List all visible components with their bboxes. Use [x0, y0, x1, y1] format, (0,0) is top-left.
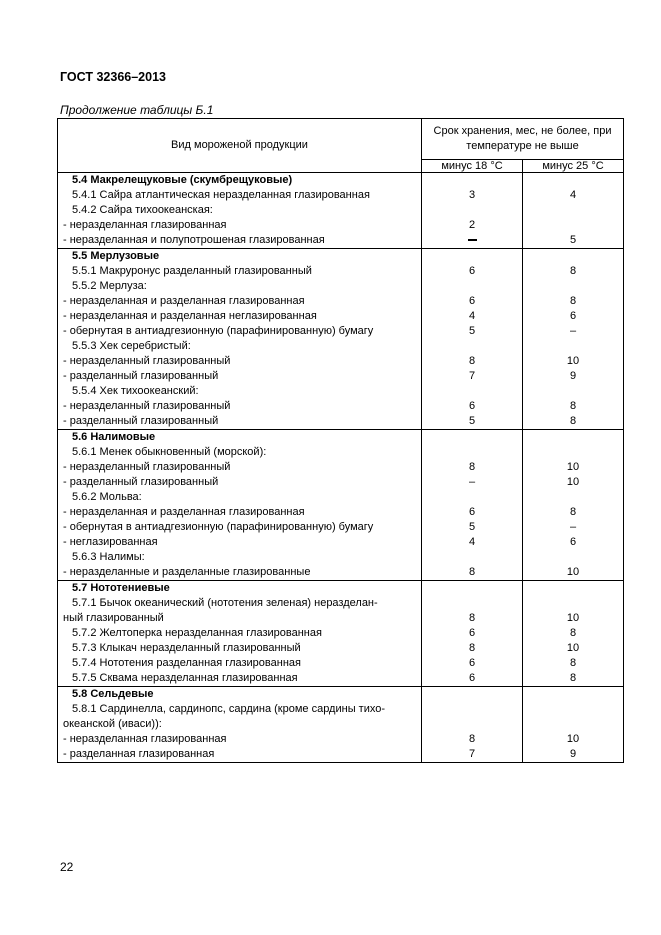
value-minus18: 6: [422, 294, 523, 309]
product-name: 5.6.3 Налимы:: [58, 550, 422, 565]
product-name: - неразделанная и разделанная глазированная: [58, 505, 422, 520]
product-name: - неразделанная глазированная: [58, 732, 422, 747]
value-minus18: [422, 233, 523, 249]
value-minus18: [422, 702, 523, 717]
table-row: [58, 279, 624, 294]
value-minus25: 8: [523, 671, 624, 687]
value-minus25: –: [523, 520, 624, 535]
product-name: - обернутая в антиадгезионную (парафинированную) бумагу: [58, 324, 422, 339]
value-minus25: [523, 384, 624, 399]
table-row: [58, 626, 624, 641]
value-minus18: 6: [422, 264, 523, 279]
table-body: [58, 173, 624, 763]
table-row: [58, 460, 624, 475]
value-minus25: [523, 339, 624, 354]
product-name: 5.8.1 Сардинелла, сардинопс, сардина (кроме сардины тихо-: [58, 702, 422, 717]
value-minus25: [523, 430, 624, 446]
value-minus25: 10: [523, 565, 624, 581]
table-row: [58, 520, 624, 535]
table-row: [58, 369, 624, 384]
value-minus18: 6: [422, 671, 523, 687]
product-name: - разделанный глазированный: [58, 369, 422, 384]
product-name: 5.4 Макрелещуковые (скумбрещуковые): [58, 173, 422, 189]
value-minus25: [523, 279, 624, 294]
storage-table: [57, 118, 624, 763]
value-minus25: 9: [523, 369, 624, 384]
product-name: 5.5.3 Хек серебристый:: [58, 339, 422, 354]
value-minus25: 5: [523, 233, 624, 249]
table-row: [58, 565, 624, 581]
value-minus25: 8: [523, 505, 624, 520]
value-minus25: 8: [523, 399, 624, 414]
value-minus25: [523, 445, 624, 460]
table-row: [58, 596, 624, 611]
table-row: [58, 430, 624, 446]
value-minus25: 8: [523, 626, 624, 641]
value-minus18: [422, 279, 523, 294]
value-minus18: 7: [422, 369, 523, 384]
product-name: 5.6.2 Мольва:: [58, 490, 422, 505]
product-name: - неразделанная и полупотрошеная глазированная: [58, 233, 422, 249]
value-minus18: 2: [422, 218, 523, 233]
value-minus18: [422, 173, 523, 189]
product-name: 5.7.2 Желтоперка неразделанная глазированная: [58, 626, 422, 641]
table-row: [58, 702, 624, 717]
value-minus18: 8: [422, 732, 523, 747]
value-minus25: [523, 717, 624, 732]
product-name: 5.5 Мерлузовые: [58, 249, 422, 265]
page-number: 22: [60, 860, 74, 874]
value-minus18: –: [422, 475, 523, 490]
value-minus25: [523, 203, 624, 218]
table-row: [58, 203, 624, 218]
dash-mark: [468, 239, 477, 241]
product-name: - неразделанный глазированный: [58, 354, 422, 369]
product-name: 5.4.2 Сайра тихоокеанская:: [58, 203, 422, 218]
product-name: - неразделанная глазированная: [58, 218, 422, 233]
product-name: 5.7.3 Клыкач неразделанный глазированный: [58, 641, 422, 656]
table-row: [58, 611, 624, 626]
product-name: - неразделанные и разделанные глазированные: [58, 565, 422, 581]
value-minus18: 6: [422, 656, 523, 671]
value-minus18: 4: [422, 309, 523, 324]
table-row: [58, 339, 624, 354]
table-row: [58, 233, 624, 249]
table-row: [58, 505, 624, 520]
value-minus18: 5: [422, 520, 523, 535]
product-name: - разделанный глазированный: [58, 414, 422, 430]
value-minus18: 3: [422, 188, 523, 203]
table-row: [58, 687, 624, 703]
value-minus25: 8: [523, 414, 624, 430]
product-name: - обернутая в антиадгезионную (парафинированную) бумагу: [58, 520, 422, 535]
product-name: 5.5.2 Мерлуза:: [58, 279, 422, 294]
table-row: [58, 324, 624, 339]
value-minus25: 10: [523, 475, 624, 490]
table-row: [58, 264, 624, 279]
value-minus25: 10: [523, 354, 624, 369]
table-row: [58, 747, 624, 763]
value-minus18: 8: [422, 641, 523, 656]
table-row: [58, 445, 624, 460]
value-minus18: [422, 596, 523, 611]
product-name: - неразделанная и разделанная глазированная: [58, 294, 422, 309]
value-minus18: [422, 203, 523, 218]
table-row: [58, 550, 624, 565]
value-minus25: [523, 490, 624, 505]
value-minus25: [523, 173, 624, 189]
value-minus25: 4: [523, 188, 624, 203]
product-name: 5.5.4 Хек тихоокеанский:: [58, 384, 422, 399]
value-minus25: [523, 218, 624, 233]
product-name: 5.6.1 Менек обыкновенный (морской):: [58, 445, 422, 460]
value-minus25: [523, 596, 624, 611]
value-minus18: 6: [422, 626, 523, 641]
table-row: [58, 399, 624, 414]
column-header-product: Вид мороженой продукции: [58, 119, 422, 173]
value-minus25: 8: [523, 264, 624, 279]
product-name: 5.7.4 Нототения разделанная глазированная: [58, 656, 422, 671]
value-minus25: [523, 581, 624, 597]
value-minus18: [422, 717, 523, 732]
value-minus25: 10: [523, 611, 624, 626]
table-row: [58, 490, 624, 505]
value-minus18: [422, 687, 523, 703]
value-minus25: [523, 687, 624, 703]
value-minus18: 4: [422, 535, 523, 550]
table-caption: Продолжение таблицы Б.1: [60, 103, 214, 117]
product-name: 5.5.1 Макруронус разделанный глазированный: [58, 264, 422, 279]
table-row: [58, 641, 624, 656]
table-row: [58, 535, 624, 550]
table-row: [58, 218, 624, 233]
table-row: [58, 173, 624, 189]
value-minus18: 5: [422, 324, 523, 339]
table-row: [58, 294, 624, 309]
product-name: - неразделанный глазированный: [58, 460, 422, 475]
value-minus25: [523, 249, 624, 265]
table-row: [58, 475, 624, 490]
table-row: [58, 581, 624, 597]
table-row: [58, 249, 624, 265]
value-minus18: 8: [422, 611, 523, 626]
table-row: [58, 384, 624, 399]
value-minus25: 9: [523, 747, 624, 763]
table-row: [58, 732, 624, 747]
column-header-minus18: минус 18 °С: [422, 160, 523, 173]
column-header-storage: Срок хранения, мес, не более, при температуре не выше: [422, 119, 624, 160]
table-row: [58, 656, 624, 671]
product-name: 5.6 Налимовые: [58, 430, 422, 446]
product-name: 5.7.1 Бычок океанический (нототения зеленая) неразделан-: [58, 596, 422, 611]
table-row: [58, 354, 624, 369]
value-minus18: [422, 249, 523, 265]
value-minus18: 8: [422, 354, 523, 369]
product-name: 5.7 Нототениевые: [58, 581, 422, 597]
table-row: [58, 414, 624, 430]
value-minus25: –: [523, 324, 624, 339]
value-minus25: [523, 702, 624, 717]
value-minus25: [523, 550, 624, 565]
value-minus18: 5: [422, 414, 523, 430]
product-name: 5.4.1 Сайра атлантическая неразделанная глазированная: [58, 188, 422, 203]
value-minus18: [422, 430, 523, 446]
value-minus25: 8: [523, 656, 624, 671]
value-minus18: [422, 384, 523, 399]
document-id: ГОСТ 32366–2013: [60, 70, 166, 84]
value-minus18: 6: [422, 399, 523, 414]
product-name: - неразделанная и разделанная неглазированная: [58, 309, 422, 324]
value-minus18: [422, 445, 523, 460]
value-minus25: 6: [523, 309, 624, 324]
product-name: - разделанная глазированная: [58, 747, 422, 763]
table-row: [58, 309, 624, 324]
value-minus18: 8: [422, 565, 523, 581]
value-minus18: 6: [422, 505, 523, 520]
value-minus25: 6: [523, 535, 624, 550]
product-name: - неглазированная: [58, 535, 422, 550]
product-name: 5.8 Сельдевые: [58, 687, 422, 703]
value-minus25: 8: [523, 294, 624, 309]
product-name: ный глазированный: [58, 611, 422, 626]
table-row: [58, 671, 624, 687]
product-name: - неразделанный глазированный: [58, 399, 422, 414]
value-minus18: [422, 490, 523, 505]
column-header-minus25: минус 25 °С: [523, 160, 624, 173]
product-name: - разделанный глазированный: [58, 475, 422, 490]
product-name: океанской (иваси)):: [58, 717, 422, 732]
value-minus18: [422, 581, 523, 597]
value-minus25: 10: [523, 460, 624, 475]
value-minus18: 8: [422, 460, 523, 475]
value-minus18: [422, 339, 523, 354]
value-minus25: 10: [523, 732, 624, 747]
value-minus25: 10: [523, 641, 624, 656]
table-row: [58, 188, 624, 203]
value-minus18: 7: [422, 747, 523, 763]
table-row: [58, 717, 624, 732]
product-name: 5.7.5 Сквама неразделанная глазированная: [58, 671, 422, 687]
value-minus18: [422, 550, 523, 565]
